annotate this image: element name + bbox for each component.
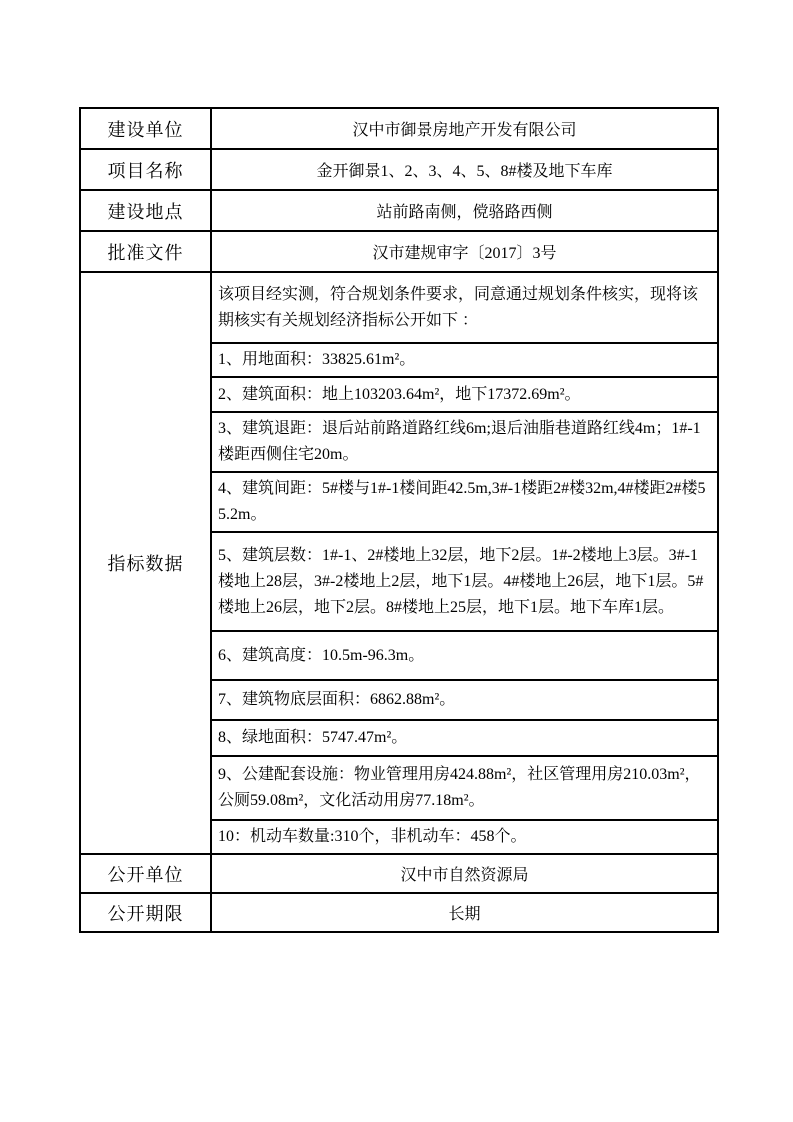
disclosure-period-value: 长期	[211, 893, 718, 932]
table-row	[80, 149, 718, 190]
indicator-item-building-height: 6、建筑高度：10.5m-96.3m。	[211, 631, 718, 680]
indicator-item-ground-floor-area: 7、建筑物底层面积：6862.88m²。	[211, 680, 718, 720]
indicator-item-building-floors: 5、建筑层数：1#-1、2#楼地上32层，地下2层。1#-2楼地上3层。3#-1楼地上28层，3#-2楼地上2层，地下1层。4#楼地上26层，地下1层。5#楼地上26层，地下2层。8#楼地上25层，地下1层。地下车库1层。	[211, 532, 718, 631]
table-row	[80, 190, 718, 231]
row-label-indicator-data: 指标数据	[80, 272, 211, 854]
indicator-item-green-area: 8、绿地面积：5747.47m²。	[211, 720, 718, 756]
indicator-intro: 该项目经实测，符合规划条件要求，同意通过规划条件核实，现将该期核实有关规划经济指标公开如下 ：	[211, 272, 718, 343]
table-row	[80, 893, 718, 932]
table-row	[80, 854, 718, 893]
row-label-approval-document: 批准文件	[80, 231, 211, 272]
row-label-construction-location: 建设地点	[80, 190, 211, 231]
indicator-item-building-spacing: 4、建筑间距：5#楼与1#-1楼间距42.5m,3#-1楼距2#楼32m,4#楼距2#楼55.2m。	[211, 472, 718, 532]
planning-disclosure-table	[79, 107, 719, 933]
indicator-item-building-area: 2、建筑面积：地上103203.64m²，地下17372.69m²。	[211, 377, 718, 412]
row-label-project-name: 项目名称	[80, 149, 211, 190]
indicator-item-land-area: 1、用地面积：33825.61m²。	[211, 343, 718, 377]
construction-unit-value: 汉中市御景房地产开发有限公司	[211, 108, 718, 149]
table-row	[80, 272, 718, 343]
table-row	[80, 231, 718, 272]
disclosure-unit-value: 汉中市自然资源局	[211, 854, 718, 893]
indicator-item-setback: 3、建筑退距：退后站前路道路红线6m;退后油脂巷道路红线4m；1#-1楼距西侧住宅20m。	[211, 412, 718, 472]
indicator-item-parking-count: 10：机动车数量:310个，非机动车：458个。	[211, 820, 718, 854]
construction-location-value: 站前路南侧，傥骆路西侧	[211, 190, 718, 231]
row-label-construction-unit: 建设单位	[80, 108, 211, 149]
project-name-value: 金开御景1、2、3、4、5、8#楼及地下车库	[211, 149, 718, 190]
row-label-disclosure-period: 公开期限	[80, 893, 211, 932]
indicator-item-public-facilities: 9、公建配套设施：物业管理用房424.88m²，社区管理用房210.03m²，公厕59.08m²，文化活动用房77.18m²。	[211, 756, 718, 820]
approval-document-value: 汉市建规审字〔2017〕3号	[211, 231, 718, 272]
table-row	[80, 108, 718, 149]
row-label-disclosure-unit: 公开单位	[80, 854, 211, 893]
